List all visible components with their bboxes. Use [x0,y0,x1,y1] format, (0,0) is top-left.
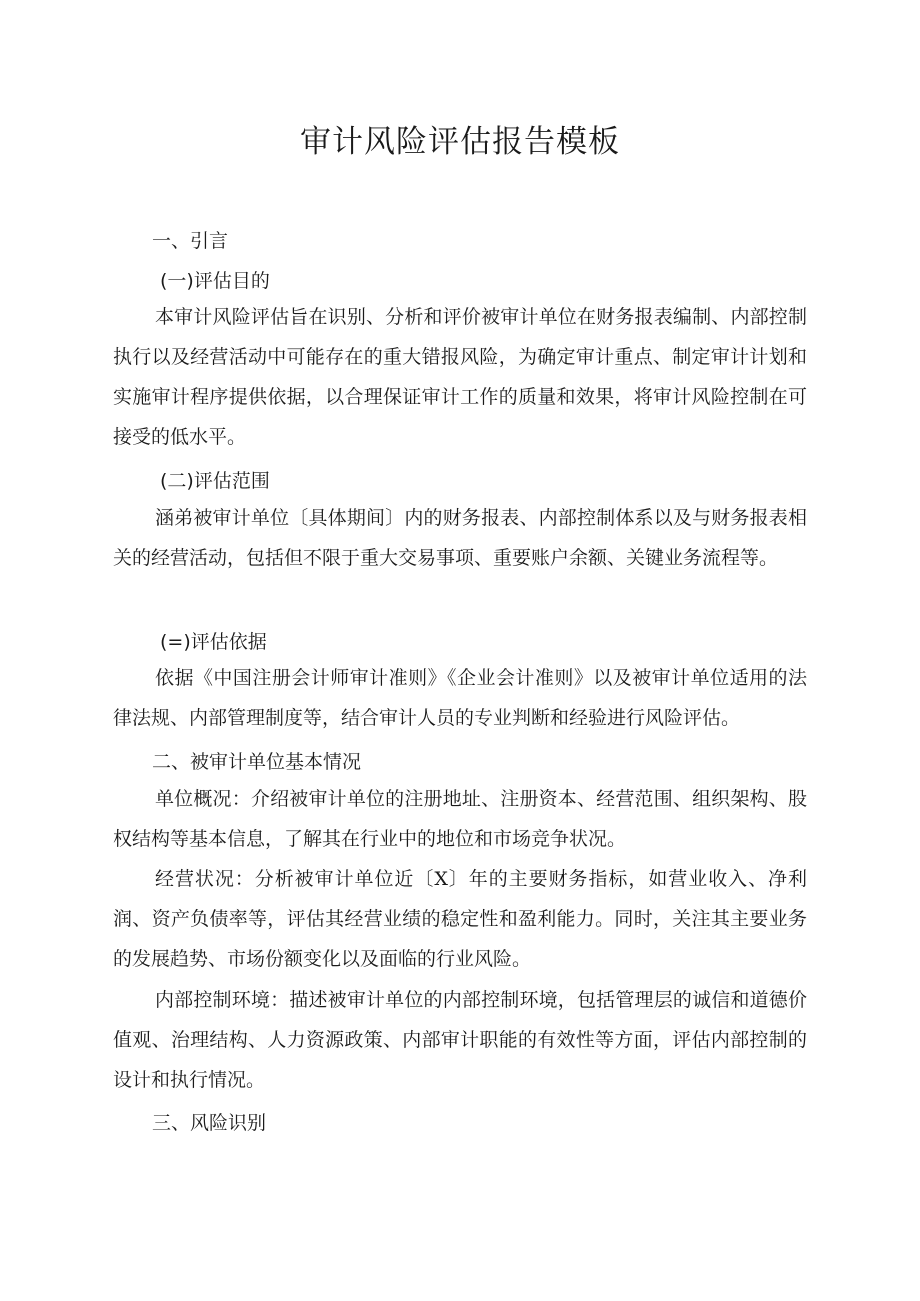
paragraph-operations: 经营状况：分析被审计单位近〔X〕年的主要财务指标，如营业收入、净利润、资产负债率等，评估其经营业绩的稳定性和盈利能力。同时，关注其主要业务的发展趋势、市场份额变化以及面临的行业风险。 [113,868,807,970]
section-heading-basic-info: 二、被审计单位基本情况 [152,751,362,773]
subheading-basis: (=)评估依据 [160,631,267,653]
document-title: 审计风险评估报告模板 [300,124,620,160]
paragraph-scope: 涵弟被审计单位〔具体期间〕内的财务报表、内部控制体系以及与财务报表相关的经营活动，包括但不限于重大交易事项、重要账户余额、关键业务流程等。 [113,507,807,569]
paragraph-basis: 依据《中国注册会计师审计准则》《企业会计准则》以及被审计单位适用的法律法规、内部管理制度等，结合审计人员的专业判断和经验进行风险评估。 [113,667,807,729]
subheading-purpose: (一)评估目的 [160,270,270,292]
section-heading-intro: 一、引言 [152,230,229,252]
paragraph-internal-control: 内部控制环境：描述被审计单位的内部控制环境，包括管理层的诚信和道德价值观、治理结构、人力资源政策、内部审计职能的有效性等方面，评估内部控制的设计和执行情况。 [113,989,807,1091]
section-heading-risk-identification: 三、风险识别 [152,1112,267,1134]
paragraph-unit-overview: 单位概况：介绍被审计单位的注册地址、注册资本、经营范围、组织架构、股权结构等基本信息，了解其在行业中的地位和市场竞争状况。 [113,788,807,850]
paragraph-purpose: 本审计风险评估旨在识别、分析和评价被审计单位在财务报表编制、内部控制执行以及经营活动中可能存在的重大错报风险，为确定审计重点、制定审计计划和实施审计程序提供依据，以合理保证审计工作的质量和效果，将审计风险控制在可接受的低水平。 [113,306,807,448]
subheading-scope: (二)评估范围 [160,470,270,492]
